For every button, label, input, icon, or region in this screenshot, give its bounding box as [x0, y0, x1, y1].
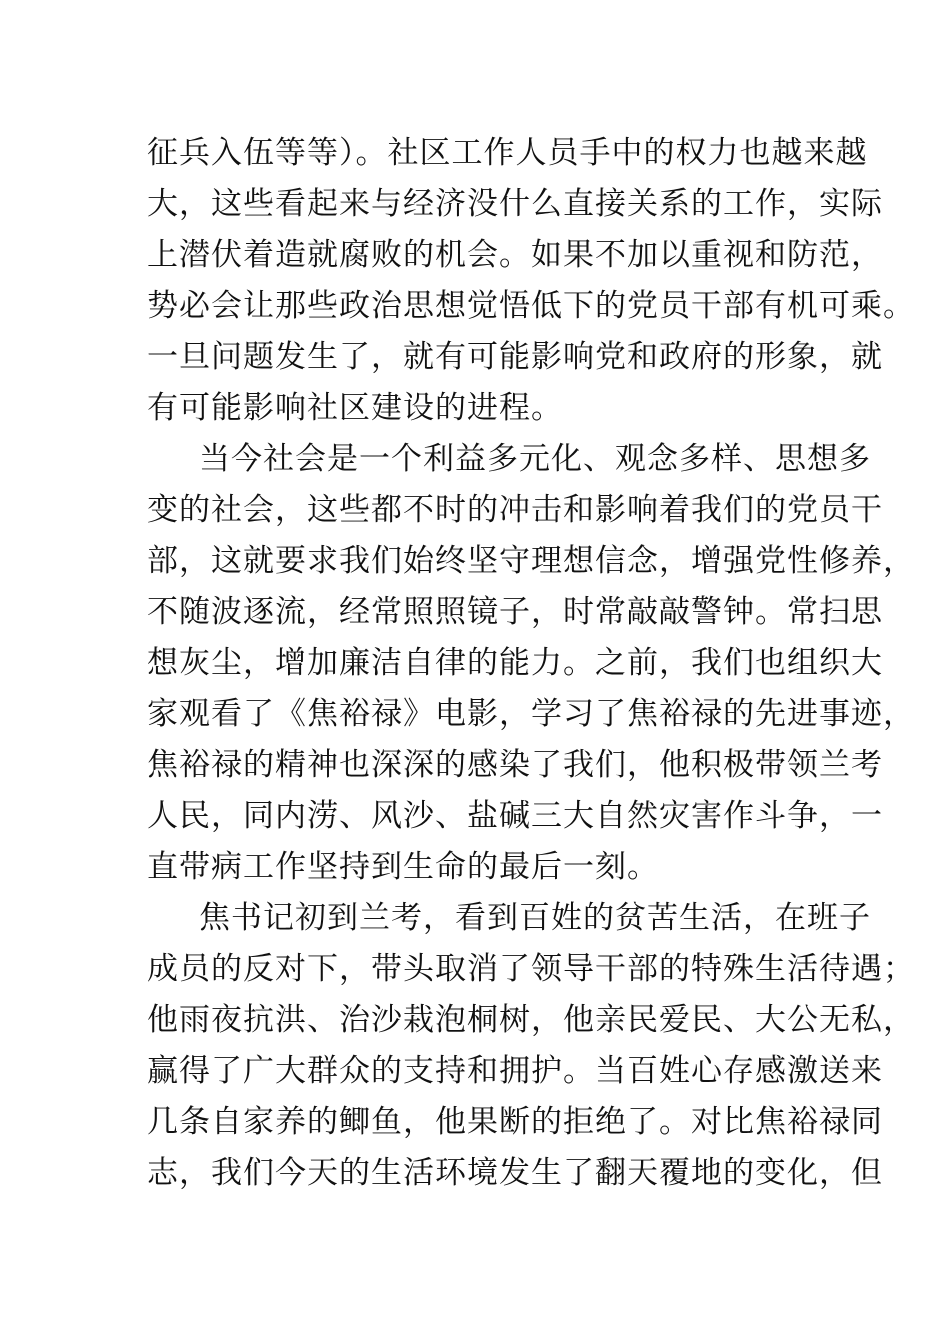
paragraph-3	[147, 893, 915, 1199]
text-line: 成员的反对下，带头取消了领导干部的特殊生活待遇；	[147, 951, 915, 987]
text-line: 志，我们今天的生活环境发生了翻天覆地的变化，但	[147, 1155, 883, 1191]
text-line: 当今社会是一个利益多元化、观念多样、思想多	[199, 441, 871, 477]
text-line: 焦裕禄的精神也深深的感染了我们，他积极带领兰考	[147, 747, 883, 783]
text-line: 想灰尘，增加廉洁自律的能力。之前，我们也组织大	[147, 645, 883, 681]
paragraph-1	[147, 128, 915, 434]
text-line: 势必会让那些政治思想觉悟低下的党员干部有机可乘。	[147, 288, 915, 324]
text-line: 征兵入伍等等）。社区工作人员手中的权力也越来越	[147, 135, 868, 171]
text-line: 有可能影响社区建设的进程。	[147, 390, 563, 426]
text-line: 变的社会，这些都不时的冲击和影响着我们的党员干	[147, 492, 883, 528]
text-line: 部，这就要求我们始终坚守理想信念，增强党性修养，	[147, 543, 915, 579]
text-line: 上潜伏着造就腐败的机会。如果不加以重视和防范，	[147, 237, 883, 273]
text-line: 几条自家养的鲫鱼，他果断的拒绝了。对比焦裕禄同	[147, 1104, 883, 1140]
text-line: 他雨夜抗洪、治沙栽泡桐树，他亲民爱民、大公无私，	[147, 1002, 915, 1038]
body-text	[147, 128, 915, 1199]
text-line: 赢得了广大群众的支持和拥护。当百姓心存感激送来	[147, 1053, 883, 1089]
text-line: 直带病工作坚持到生命的最后一刻。	[147, 849, 659, 885]
text-line: 大，这些看起来与经济没什么直接关系的工作，实际	[147, 186, 883, 222]
text-line: 焦书记初到兰考，看到百姓的贫苦生活，在班子	[199, 900, 871, 936]
text-line: 不随波逐流，经常照照镜子，时常敲敲警钟。常扫思	[147, 594, 883, 630]
paragraph-2	[147, 434, 915, 893]
text-line: 一旦问题发生了，就有可能影响党和政府的形象，就	[147, 339, 883, 375]
text-line: 家观看了《焦裕禄》电影，学习了焦裕禄的先进事迹，	[147, 696, 915, 732]
text-line: 人民，同内涝、风沙、盐碱三大自然灾害作斗争，一	[147, 798, 883, 834]
